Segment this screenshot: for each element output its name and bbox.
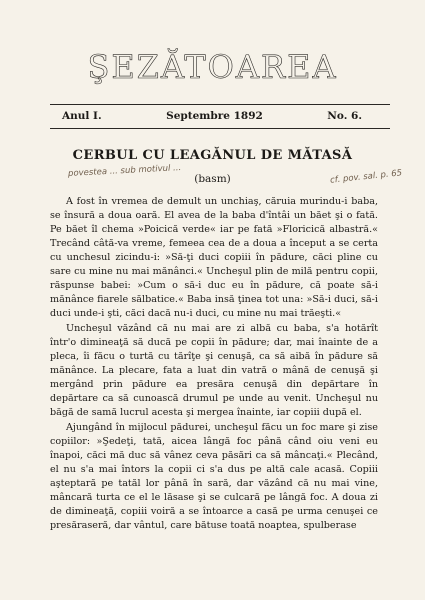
story-body <box>50 195 378 533</box>
masthead-title: ŞEZĂTOAREA <box>87 48 338 86</box>
issue-date: Septembre 1892 <box>166 110 263 122</box>
issue-number: No. 6. <box>327 110 362 122</box>
issue-year: Anul I. <box>62 110 102 122</box>
paragraph: Ajungând în mijlocul pădurei, uncheşul făcu un foc mare şi zise copiilor: »Şedeţi, tată, aicea lângă foc până când oiu veni eu înapoi, căci mă duc să vânez ceva păsări ca să mâncaţi.« Plecând, el nu s'a mai întors la copii ci s'a dus pe altă cale acasă. Copiii aşteptară pe tatăl lor până în sară, dar văzând că nu mai vine, mâncară turta ce el le lăsase şi se culcară pe lângă foc. A doua zi de dimineaţă, copiii voiră a se întoarce a casă pe urma cenuşei ce presăraseră, dar vântul, care bătuse toată noaptea, spulberase <box>50 422 378 531</box>
issue-info <box>62 110 362 122</box>
story-genre: (basm) <box>194 173 231 185</box>
paragraph: Uncheşul văzând că nu mai are zi albă cu baba, s'a hotărît într'o dimineaţă să ducă pe copii în pădure; dar, mai înainte de a pleca, îi făcu o turtă cu tărîţe şi cenuşă, ca să aibă în pădure să mănânce. La plecare, fata a luat din vatră o mână de cenuşă şi mergând prin pădure ea presăra cenuşă din depărtare în depărtare ca să cunoască drumul pe unde au venit. Uncheşul nu băgă de samă lucrul acesta şi mergea înainte, iar copiii după el. <box>50 323 378 418</box>
handwritten-note-right: cf. pov. sal. p. 65 <box>329 168 403 186</box>
paragraph: A fost în vremea de demult un unchiaş, căruia murindu-i baba, se însură a doua oară. El avea de la baba d'întâi un băet şi o fată. Pe băet îl chema »Poicică verde« iar pe fată »Floricică albastră.« Trecând câtă-va vreme, femeea cea de a doua a început a se certa cu unchesul zicindu-i: »Să-ţi duci copiii în pădure, căci pline cu sare cu mine nu mai mănânci.« Uncheşul plin de milă pentru copii, răspunse babei: »Cum o să-i duc eu în pădure, că poate să-i mănânce fiarele sălbatice.« Baba insă ţinea tot una: »Să-i duci, să-i duci unde-i şti, căci dacă nu-i duci, cu mine nu mai trăeşti.« <box>50 196 378 319</box>
header-rule-top <box>50 104 390 105</box>
story-title: CERBUL CU LEAGĂNUL DE MĂTASĂ <box>72 148 353 163</box>
handwritten-note-left: povestea ... sub motivul ... <box>67 163 182 179</box>
header-rule-bottom <box>50 128 390 129</box>
